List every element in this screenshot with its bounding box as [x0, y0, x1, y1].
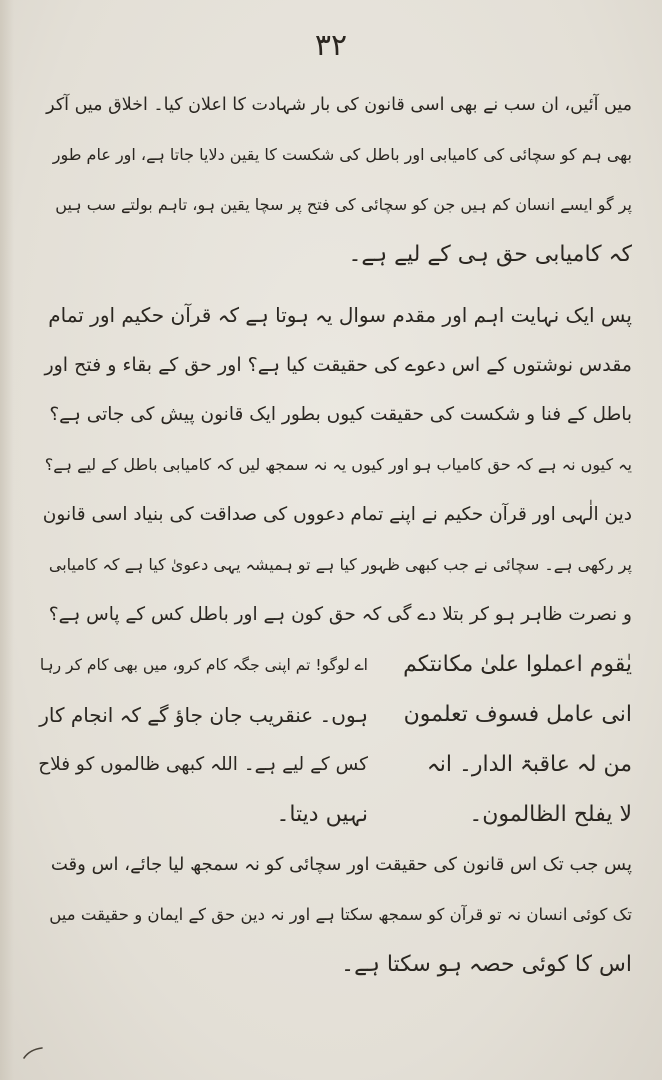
- verse-row: [38, 790, 632, 840]
- page-edge-shadow: [0, 0, 14, 1080]
- text-line: اس کا کوئی حصہ ہو سکتا ہے۔: [341, 952, 632, 977]
- verse-arabic-text: لا یفلح الظالمون۔: [469, 802, 632, 827]
- verse-translation-text: نہیں دیتا۔: [276, 802, 368, 827]
- verse-arabic-text: من لہ عاقبۃ الدار۔ انہ: [426, 752, 632, 777]
- text-line: پر گو ایسے انسان کم ہیں جن کو سچائی کی فتح پر سچا یقین ہو، تاہم بولتے سب ہیں: [55, 195, 632, 214]
- paragraph-3: [38, 840, 632, 1000]
- text-line: و نصرت ظاہر ہو کر بتلا دے گی کہ حق کون ہے اور باطل کس کے پاس ہے؟: [48, 604, 632, 625]
- verse-arabic-text: انی عامل فسوف تعلمون: [403, 702, 632, 727]
- pen-mark: [22, 1046, 44, 1060]
- paragraph-2: [38, 290, 632, 635]
- verse-translation-text: اے لوگو! تم اپنی جگہ کام کرو، میں بھی کام کر رہا: [39, 656, 368, 674]
- text-line: پس ایک نہایت اہم اور مقدم سوال یہ ہوتا ہے کہ قرآن حکیم اور تمام: [48, 303, 632, 327]
- verse-row: [38, 690, 632, 740]
- paragraph-1: [38, 80, 632, 290]
- text-line: پس جب تک اس قانون کی حقیقت اور سچائی کو نہ سمجھ لیا جائے، اس وقت: [50, 854, 632, 875]
- page-number: ۳۲: [314, 28, 348, 63]
- verse-row: [38, 740, 632, 790]
- verse-row: [38, 640, 632, 690]
- text-line: دین الٰہی اور قرآن حکیم نے اپنے تمام دعووں کی صداقت کی بنیاد اسی قانون: [42, 504, 632, 525]
- text-line: تک کوئی انسان نہ تو قرآن کو سمجھ سکتا ہے اور نہ دین حق کے ایمان و حقیقت میں: [49, 905, 632, 924]
- verse-translation-text: کس کے لیے ہے۔ اللہ کبھی ظالموں کو فلاح: [38, 754, 368, 775]
- text-line: میں آئیں، ان سب نے بھی اسی قانون کی بار شہادت کا اعلان کیا۔ اخلاق میں آکر: [46, 95, 632, 115]
- verse-arabic-text: یٰقوم اعملوا علیٰ مکانتکم: [403, 652, 632, 677]
- text-line: کہ کامیابی حق ہی کے لیے ہے۔: [348, 242, 632, 267]
- verse-translation-text: ہوں۔ عنقریب جان جاؤ گے کہ انجام کار: [39, 703, 368, 727]
- text-line: پر رکھی ہے۔ سچائی نے جب کبھی ظہور کیا ہے تو ہمیشہ یہی دعویٰ کیا ہے کہ کامیابی: [48, 555, 632, 574]
- text-line: بھی ہم کو سچائی کی کامیابی اور باطل کی شکست کا یقین دلایا جاتا ہے، اور عام طور: [52, 145, 632, 164]
- text-line: یہ کیوں نہ ہے کہ حق کامیاب ہو اور کیوں یہ نہ سمجھ لیں کہ کامیابی باطل کے لیے ہے؟: [44, 455, 632, 474]
- text-line: مقدس نوشتوں کے اس دعوے کی حقیقت کیا ہے؟ اور حق کے بقاء و فتح اور: [44, 354, 632, 376]
- text-line: باطل کے فنا و شکست کی حقیقت کیوں بطور ایک قانون پیش کی جاتی ہے؟: [49, 404, 632, 425]
